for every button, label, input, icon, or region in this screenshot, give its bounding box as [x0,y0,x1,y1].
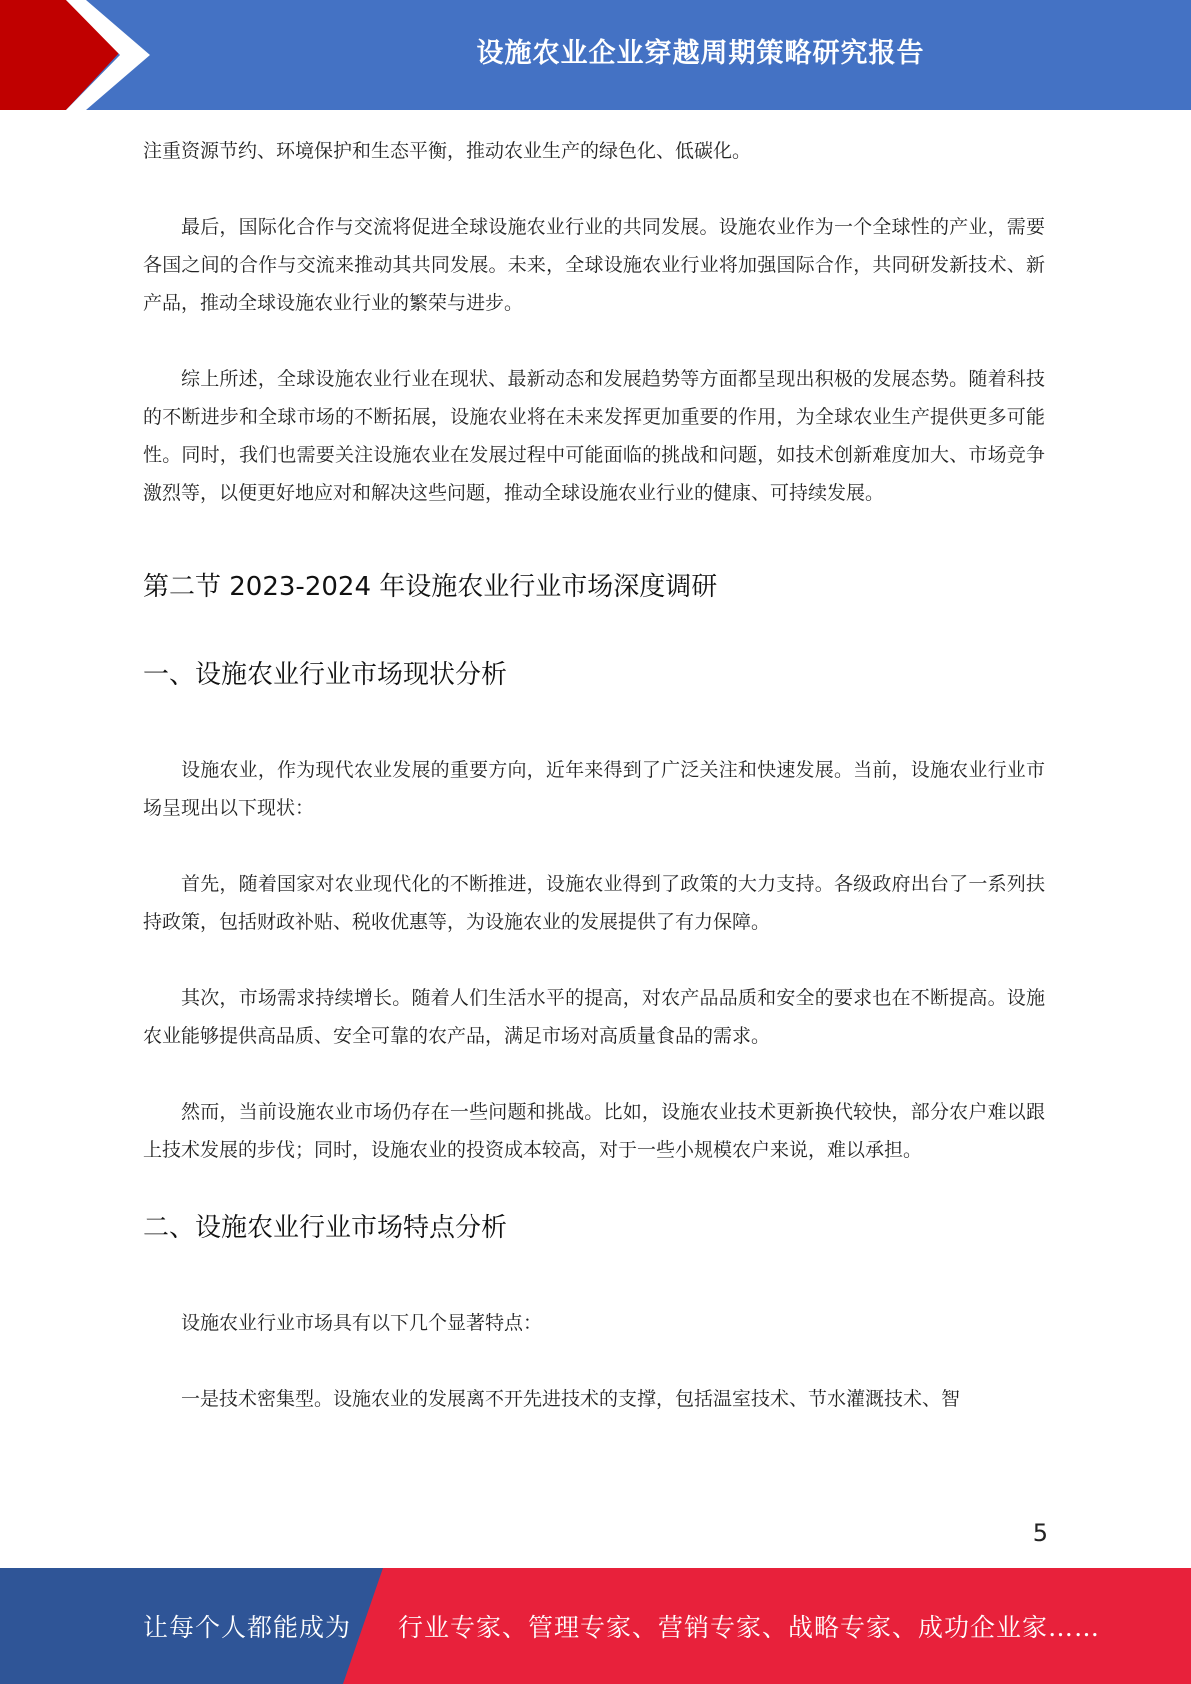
subsection-heading: 二、设施农业行业市场特点分析 [143,1213,508,1243]
paragraph: 首先，随着国家对农业现代化的不断推进，设施农业得到了政策的大力支持。各级政府出台了一系列扶持政策，包括财政补贴、税收优惠等，为设施农业的发展提供了有力保障。 [143,873,1045,933]
paragraph: 一是技术密集型。设施农业的发展离不开先进技术的支撑，包括温室技术、节水灌溉技术、智 [181,1388,961,1410]
page-content [143,132,1045,1456]
paragraph: 注重资源节约、环境保护和生态平衡，推动农业生产的绿色化、低碳化。 [143,140,752,162]
paragraph: 最后，国际化合作与交流将促进全球设施农业行业的共同发展。设施农业作为一个全球性的产业，需要各国之间的合作与交流来推动其共同发展。未来，全球设施农业行业将加强国际合作，共同研发新技术、新产品，推动全球设施农业行业的繁荣与进步。 [143,216,1045,314]
section-heading: 第二节 2023-2024 年设施农业行业市场深度调研 [143,572,718,602]
page-number: 5 [1032,1519,1048,1547]
subsection-heading: 一、设施农业行业市场现状分析 [143,660,508,690]
page-footer [0,1568,1191,1684]
paragraph: 综上所述，全球设施农业行业在现状、最新动态和发展趋势等方面都呈现出积极的发展态势。随着科技的不断进步和全球市场的不断拓展，设施农业将在未来发挥更加重要的作用，为全球农业生产提供更多可能性。同时，我们也需要关注设施农业在发展过程中可能面临的挑战和问题，如技术创新难度加大、市场竞争激烈等，以便更好地应对和解决这些问题，推动全球设施农业行业的健康、可持续发展。 [143,368,1045,504]
header-arrow-decoration [0,0,160,110]
page-header [0,0,1191,110]
paragraph: 然而，当前设施农业市场仍存在一些问题和挑战。比如，设施农业技术更新换代较快，部分农户难以跟上技术发展的步伐；同时，设施农业的投资成本较高，对于一些小规模农户来说，难以承担。 [143,1101,1045,1161]
report-title: 设施农业企业穿越周期策略研究报告 [476,37,925,69]
paragraph: 设施农业行业市场具有以下几个显著特点： [181,1312,543,1334]
footer-slogan-right: 行业专家、管理专家、营销专家、战略专家、成功企业家…… [398,1613,1101,1642]
footer-slogan-left: 让每个人都能成为 [143,1613,352,1642]
paragraph: 设施农业，作为现代农业发展的重要方向，近年来得到了广泛关注和快速发展。当前，设施农业行业市场呈现出以下现状： [143,759,1045,819]
paragraph: 其次，市场需求持续增长。随着人们生活水平的提高，对农产品品质和安全的要求也在不断提高。设施农业能够提供高品质、安全可靠的农产品，满足市场对高质量食品的需求。 [143,987,1045,1047]
